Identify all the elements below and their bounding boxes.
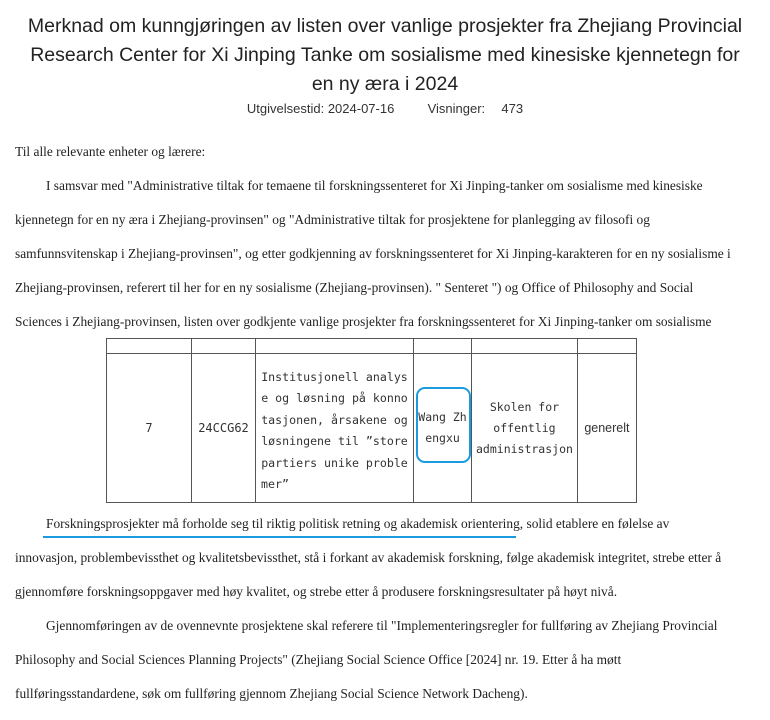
article-meta [0,101,770,116]
cell-unit: Skolen for offentlig administrasjon [472,354,578,503]
cell-code: 24CCG62 [192,354,256,503]
views-count: 473 [501,101,524,116]
paragraph-2-line: Forskningsprosjekter må forholde seg til riktig politisk retning og akademisk orientering, solid etablere en følelse av [46,516,670,531]
paragraph-3-line: Gjennomføringen av de ovennevnte prosjektene skal referere til "Implementeringsregler for fullføring av Zhejiang Provincial [46,618,718,633]
paragraph-3-line: fullføringsstandardene, søk om fullføring gjennom Zhejiang Social Science Network Dacheng). [15,686,528,701]
published-date: 2024-07-16 [327,101,395,116]
orientation-underline [43,536,516,538]
table-row-spacer [107,339,637,354]
paragraph-3-line: Philosophy and Social Sciences Planning Projects" (Zhejiang Social Science Office [2024] nr. 19. Etter å ha møtt [15,652,622,667]
paragraph-2-line: gjennomføre forskningsoppgaver med høy kvalitet, og strebe etter å produsere forskningsresultater på høyt nivå. [15,584,618,599]
cell-category: generelt [577,354,636,503]
views-label: Visninger: [427,101,486,116]
salutation: Til alle relevante enheter og lærere: [15,144,206,159]
table-row [107,354,637,503]
cell-project-name: Institusjonell analyse og løsning på konnotasjonen, årsakene og løsningene til ”store partiers unike problemer” [256,354,414,503]
project-table [106,338,637,503]
leader-highlight-box [416,387,471,463]
published-label: Utgivelsestid: [246,101,325,116]
paragraph-1-line: Zhejiang-provinsen, referert til her for en ny sosialisme (Zhejiang-provinsen). " Senteret ") og Office of Philosophy and Social [15,280,694,295]
paragraph-2-line: innovasjon, problembevissthet og kvalitetsbevissthet, stå i forkant av akademisk forskning, følge akademisk integritet, strebe etter å [15,550,722,565]
paragraph-1-line: samfunnsvitenskap i Zhejiang-provinsen", og etter godkjenning av forskningssenteret for Xi Jinping-karakteren for en ny sosialisme i [15,246,731,261]
cell-number: 7 [107,354,192,503]
paragraph-1-line: Sciences i Zhejiang-provinsen, listen over godkjente vanlige prosjekter fra forskningssenteret for Xi Jinping-tanker om sosialisme [15,314,712,329]
paragraph-1-line: I samsvar med "Administrative tiltak for temaene til forskningssenteret for Xi Jinping-tanker om sosialisme med kinesiske [46,178,703,193]
article-title: Merknad om kunngjøringen av listen over vanlige prosjekter fra Zhejiang Provincial Research Center for Xi Jinping Tanke om sosialisme med kinesiske kjennetegn for en ny æra i 2024 [27,15,743,95]
paragraph-1-line: kjennetegn for en ny æra i Zhejiang-provinsen" og "Administrative tiltak for prosjektene for planlegging av filosofi og [15,212,650,227]
cell-leader: Wang Zhengxu [414,354,472,503]
